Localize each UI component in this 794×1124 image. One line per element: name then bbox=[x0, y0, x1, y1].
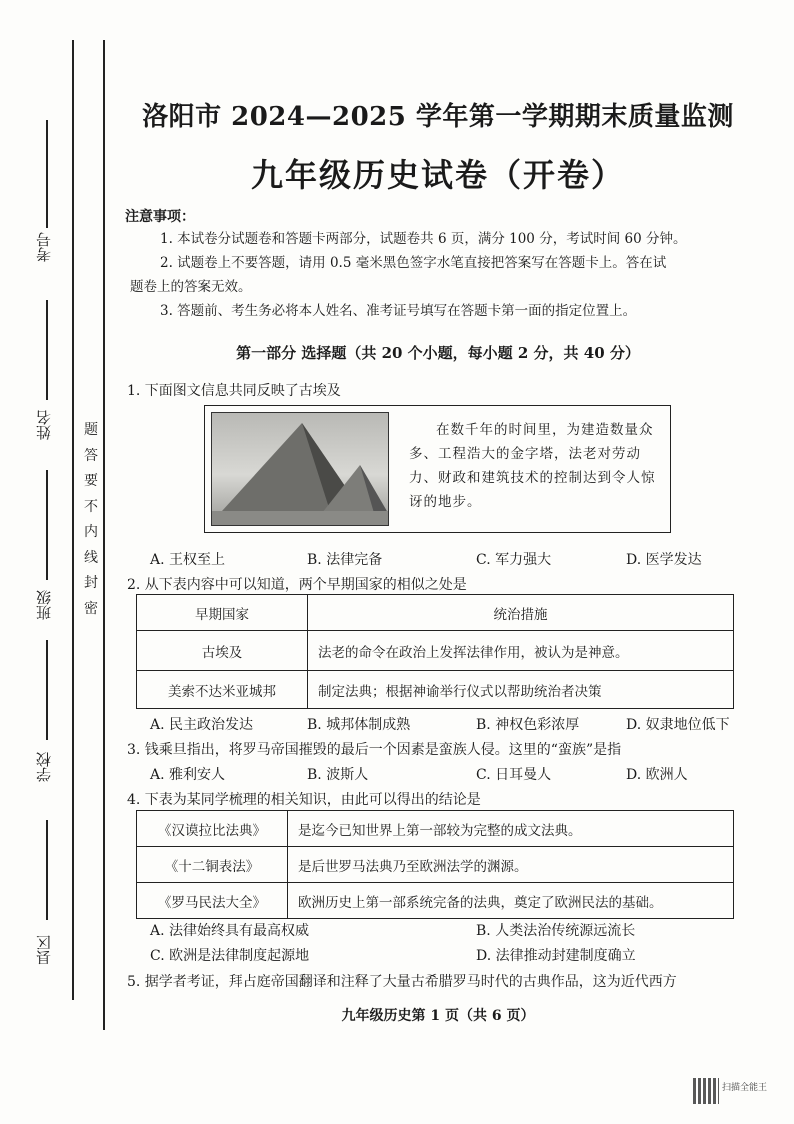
table-cell: 是迄今已知世界上第一部较为完整的成文法典。 bbox=[288, 811, 734, 847]
table-cell: 古埃及 bbox=[137, 631, 308, 671]
seal-char: 题 bbox=[84, 422, 98, 438]
name-line bbox=[46, 300, 48, 400]
note-item-1: 1. 本试卷分试题卷和答题卡两部分，试题卷共 6 页，满分 100 分，考试时间 60 分钟。 bbox=[160, 231, 687, 247]
pyramid-icon bbox=[212, 413, 388, 525]
exam-title: 洛阳市 2024—2025 学年第一学期期末质量监测 bbox=[142, 102, 734, 132]
pyramid-photo bbox=[211, 412, 389, 526]
table-cell: 制定法典；根据神谕举行仪式以帮助统治者决策 bbox=[308, 671, 734, 709]
seal-char: 答 bbox=[84, 447, 98, 464]
q2-option-c: B. 神权色彩浓厚 bbox=[476, 717, 580, 733]
question-5-stem: 5. 据学者考证，拜占庭帝国翻译和注释了大量古希腊罗马时代的古典作品，这为近代西方 bbox=[127, 974, 677, 990]
question-3-stem: 3. 钱乘旦指出，将罗马帝国摧毁的最后一个因素是蛮族人侵。这里的“蛮族”是指 bbox=[127, 742, 622, 758]
scanner-watermark: 扫描全能王 bbox=[722, 1083, 768, 1093]
q1-option-d: D. 医学发达 bbox=[626, 552, 702, 568]
school-label: 学校 bbox=[35, 752, 53, 782]
table-cell: 欧洲历史上第一部系统完备的法典，奠定了欧洲民法的基础。 bbox=[288, 883, 734, 919]
class-line bbox=[46, 470, 48, 580]
name-label: 姓名 bbox=[35, 410, 53, 440]
q1-option-b: B. 法律完备 bbox=[307, 552, 383, 568]
q4-option-d: D. 法律推动封建制度确立 bbox=[476, 948, 636, 964]
q2-option-d: D. 奴隶地位低下 bbox=[626, 717, 730, 733]
page-footer: 九年级历史第 1 页（共 6 页） bbox=[341, 1008, 535, 1024]
part-one-heading: 第一部分 选择题（共 20 个小题，每小题 2 分，共 40 分） bbox=[236, 344, 640, 362]
seal-char: 线 bbox=[84, 549, 98, 566]
school-line bbox=[46, 640, 48, 740]
question-2-table bbox=[136, 594, 734, 709]
table-cell: 美索不达米亚城邦 bbox=[137, 671, 308, 709]
question-1-figure bbox=[204, 405, 671, 533]
question-2-stem: 2. 从下表内容中可以知道，两个早期国家的相似之处是 bbox=[127, 577, 467, 593]
table-cell: 《汉谟拉比法典》 bbox=[137, 811, 288, 847]
seal-char: 不 bbox=[84, 498, 98, 515]
question-1-stem: 1. 下面图文信息共同反映了古埃及 bbox=[127, 383, 341, 399]
q2-option-b: B. 城邦体制成熟 bbox=[307, 717, 411, 733]
seal-char: 封 bbox=[84, 575, 98, 591]
question-4-stem: 4. 下表为某同学梳理的相关知识，由此可以得出的结论是 bbox=[127, 792, 481, 808]
note-item-2-cont: 题卷上的答案无效。 bbox=[130, 279, 252, 295]
q3-option-c: C. 日耳曼人 bbox=[476, 767, 552, 783]
q4-option-c: C. 欧洲是法律制度起源地 bbox=[150, 948, 310, 964]
binding-line-outer bbox=[72, 40, 74, 1000]
seal-char: 内 bbox=[84, 524, 98, 540]
q4-option-b: B. 人类法治传统源远流长 bbox=[476, 923, 636, 939]
table-header: 统治措施 bbox=[308, 595, 734, 631]
q3-option-a: A. 雅利安人 bbox=[150, 767, 226, 783]
exam-number-label: 考号 bbox=[35, 232, 53, 262]
notes-heading: 注意事项： bbox=[125, 209, 195, 225]
q4-option-a: A. 法律始终具有最高权威 bbox=[150, 923, 310, 939]
table-header: 早期国家 bbox=[137, 595, 308, 631]
seal-notice bbox=[80, 418, 102, 622]
exam-subtitle: 九年级历史试卷（开卷） bbox=[250, 156, 625, 194]
district-line bbox=[46, 820, 48, 920]
table-cell: 是后世罗马法典乃至欧洲法学的渊源。 bbox=[288, 847, 734, 883]
table-cell: 法老的命令在政治上发挥法律作用，被认为是神意。 bbox=[308, 631, 734, 671]
note-item-2: 2. 试题卷上不要答题，请用 0.5 毫米黑色签字水笔直接把答案写在答题卡上。答在试 bbox=[160, 255, 667, 271]
district-label: 县区 bbox=[35, 935, 53, 965]
question-4-table bbox=[136, 810, 734, 919]
q2-option-a: A. 民主政治发达 bbox=[150, 717, 254, 733]
note-item-3: 3. 答题前、考生务必将本人姓名、准考证号填写在答题卡第一面的指定位置上。 bbox=[160, 303, 637, 319]
q1-option-a: A. 王权至上 bbox=[150, 552, 226, 568]
table-cell: 《罗马民法大全》 bbox=[137, 883, 288, 919]
binding-line-inner bbox=[103, 40, 105, 1030]
question-1-figure-text: 在数千年的时间里，为建造数量众多、工程浩大的金字塔，法老对劳动力、财政和建筑技术的控制达到令人惊讶的地步。 bbox=[409, 422, 656, 510]
q3-option-d: D. 欧洲人 bbox=[626, 767, 688, 783]
q1-option-c: C. 军力强大 bbox=[476, 552, 552, 568]
seal-char: 密 bbox=[84, 600, 98, 617]
seal-char: 要 bbox=[84, 473, 98, 489]
exam-number-line bbox=[46, 120, 48, 228]
qr-code-icon bbox=[693, 1078, 719, 1104]
q3-option-b: B. 波斯人 bbox=[307, 767, 369, 783]
table-cell: 《十二铜表法》 bbox=[137, 847, 288, 883]
class-label: 班级 bbox=[35, 590, 53, 620]
